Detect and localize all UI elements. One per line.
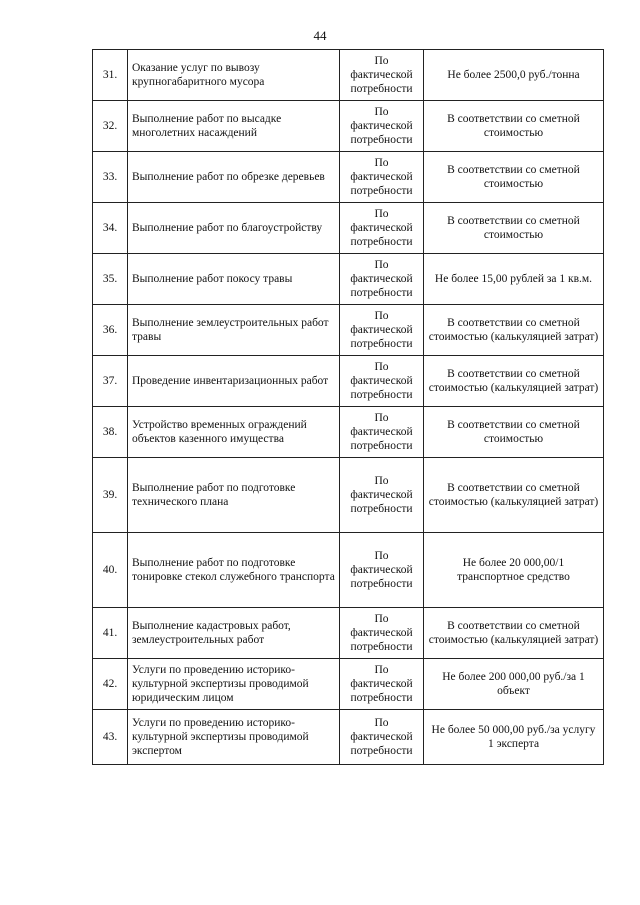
frequency: По фактической потребности bbox=[340, 254, 424, 305]
table-row bbox=[93, 458, 604, 533]
row-number: 40. bbox=[93, 533, 128, 608]
price-norm: Не более 50 000,00 руб./за услугу 1 эксперта bbox=[424, 710, 604, 765]
service-name: Выполнение работ по высадке многолетних насаждений bbox=[128, 101, 340, 152]
services-table bbox=[92, 49, 604, 765]
price-norm: В соответствии со сметной стоимостью bbox=[424, 203, 604, 254]
table-row bbox=[93, 533, 604, 608]
row-number: 31. bbox=[93, 50, 128, 101]
table-row bbox=[93, 305, 604, 356]
service-name: Выполнение землеустроительных работ травы bbox=[128, 305, 340, 356]
row-number: 37. bbox=[93, 356, 128, 407]
price-norm: В соответствии со сметной стоимостью (калькуляцией затрат) bbox=[424, 356, 604, 407]
table-row bbox=[93, 254, 604, 305]
frequency: По фактической потребности bbox=[340, 152, 424, 203]
table-row bbox=[93, 152, 604, 203]
row-number: 36. bbox=[93, 305, 128, 356]
price-norm: В соответствии со сметной стоимостью (калькуляцией затрат) bbox=[424, 305, 604, 356]
service-name: Услуги по проведению историко-культурной экспертизы проводимой экспертом bbox=[128, 710, 340, 765]
service-name: Выполнение кадастровых работ, землеустроительных работ bbox=[128, 608, 340, 659]
frequency: По фактической потребности bbox=[340, 203, 424, 254]
table-row bbox=[93, 50, 604, 101]
price-norm: Не более 2500,0 руб./тонна bbox=[424, 50, 604, 101]
row-number: 43. bbox=[93, 710, 128, 765]
frequency: По фактической потребности bbox=[340, 710, 424, 765]
table-row bbox=[93, 101, 604, 152]
row-number: 38. bbox=[93, 407, 128, 458]
service-name: Оказание услуг по вывозу крупногабаритного мусора bbox=[128, 50, 340, 101]
page-number: 44 bbox=[313, 28, 327, 43]
table-row bbox=[93, 710, 604, 765]
service-name: Выполнение работ по благоустройству bbox=[128, 203, 340, 254]
frequency: По фактической потребности bbox=[340, 608, 424, 659]
table-row bbox=[93, 356, 604, 407]
row-number: 42. bbox=[93, 659, 128, 710]
frequency: По фактической потребности bbox=[340, 101, 424, 152]
service-name: Выполнение работ покосу травы bbox=[128, 254, 340, 305]
price-norm: В соответствии со сметной стоимостью bbox=[424, 152, 604, 203]
row-number: 32. bbox=[93, 101, 128, 152]
row-number: 34. bbox=[93, 203, 128, 254]
frequency: По фактической потребности bbox=[340, 458, 424, 533]
frequency: По фактической потребности bbox=[340, 305, 424, 356]
price-norm: В соответствии со сметной стоимостью (калькуляцией затрат) bbox=[424, 608, 604, 659]
frequency: По фактической потребности bbox=[340, 407, 424, 458]
frequency: По фактической потребности bbox=[340, 356, 424, 407]
service-name: Выполнение работ по обрезке деревьев bbox=[128, 152, 340, 203]
price-norm: В соответствии со сметной стоимостью bbox=[424, 407, 604, 458]
table-row bbox=[93, 659, 604, 710]
frequency: По фактической потребности bbox=[340, 50, 424, 101]
service-name: Проведение инвентаризационных работ bbox=[128, 356, 340, 407]
table-row bbox=[93, 203, 604, 254]
service-name: Выполнение работ по подготовке технического плана bbox=[128, 458, 340, 533]
service-name: Услуги по проведению историко-культурной экспертизы проводимой юридическим лицом bbox=[128, 659, 340, 710]
row-number: 39. bbox=[93, 458, 128, 533]
row-number: 33. bbox=[93, 152, 128, 203]
price-norm: Не более 20 000,00/1 транспортное средство bbox=[424, 533, 604, 608]
row-number: 41. bbox=[93, 608, 128, 659]
price-norm: В соответствии со сметной стоимостью (калькуляцией затрат) bbox=[424, 458, 604, 533]
row-number: 35. bbox=[93, 254, 128, 305]
price-norm: В соответствии со сметной стоимостью bbox=[424, 101, 604, 152]
service-name: Выполнение работ по подготовке тонировке стекол служебного транспорта bbox=[128, 533, 340, 608]
frequency: По фактической потребности bbox=[340, 659, 424, 710]
service-name: Устройство временных ограждений объектов казенного имущества bbox=[128, 407, 340, 458]
table-row bbox=[93, 407, 604, 458]
price-norm: Не более 200 000,00 руб./за 1 объект bbox=[424, 659, 604, 710]
table-row bbox=[93, 608, 604, 659]
frequency: По фактической потребности bbox=[340, 533, 424, 608]
price-norm: Не более 15,00 рублей за 1 кв.м. bbox=[424, 254, 604, 305]
